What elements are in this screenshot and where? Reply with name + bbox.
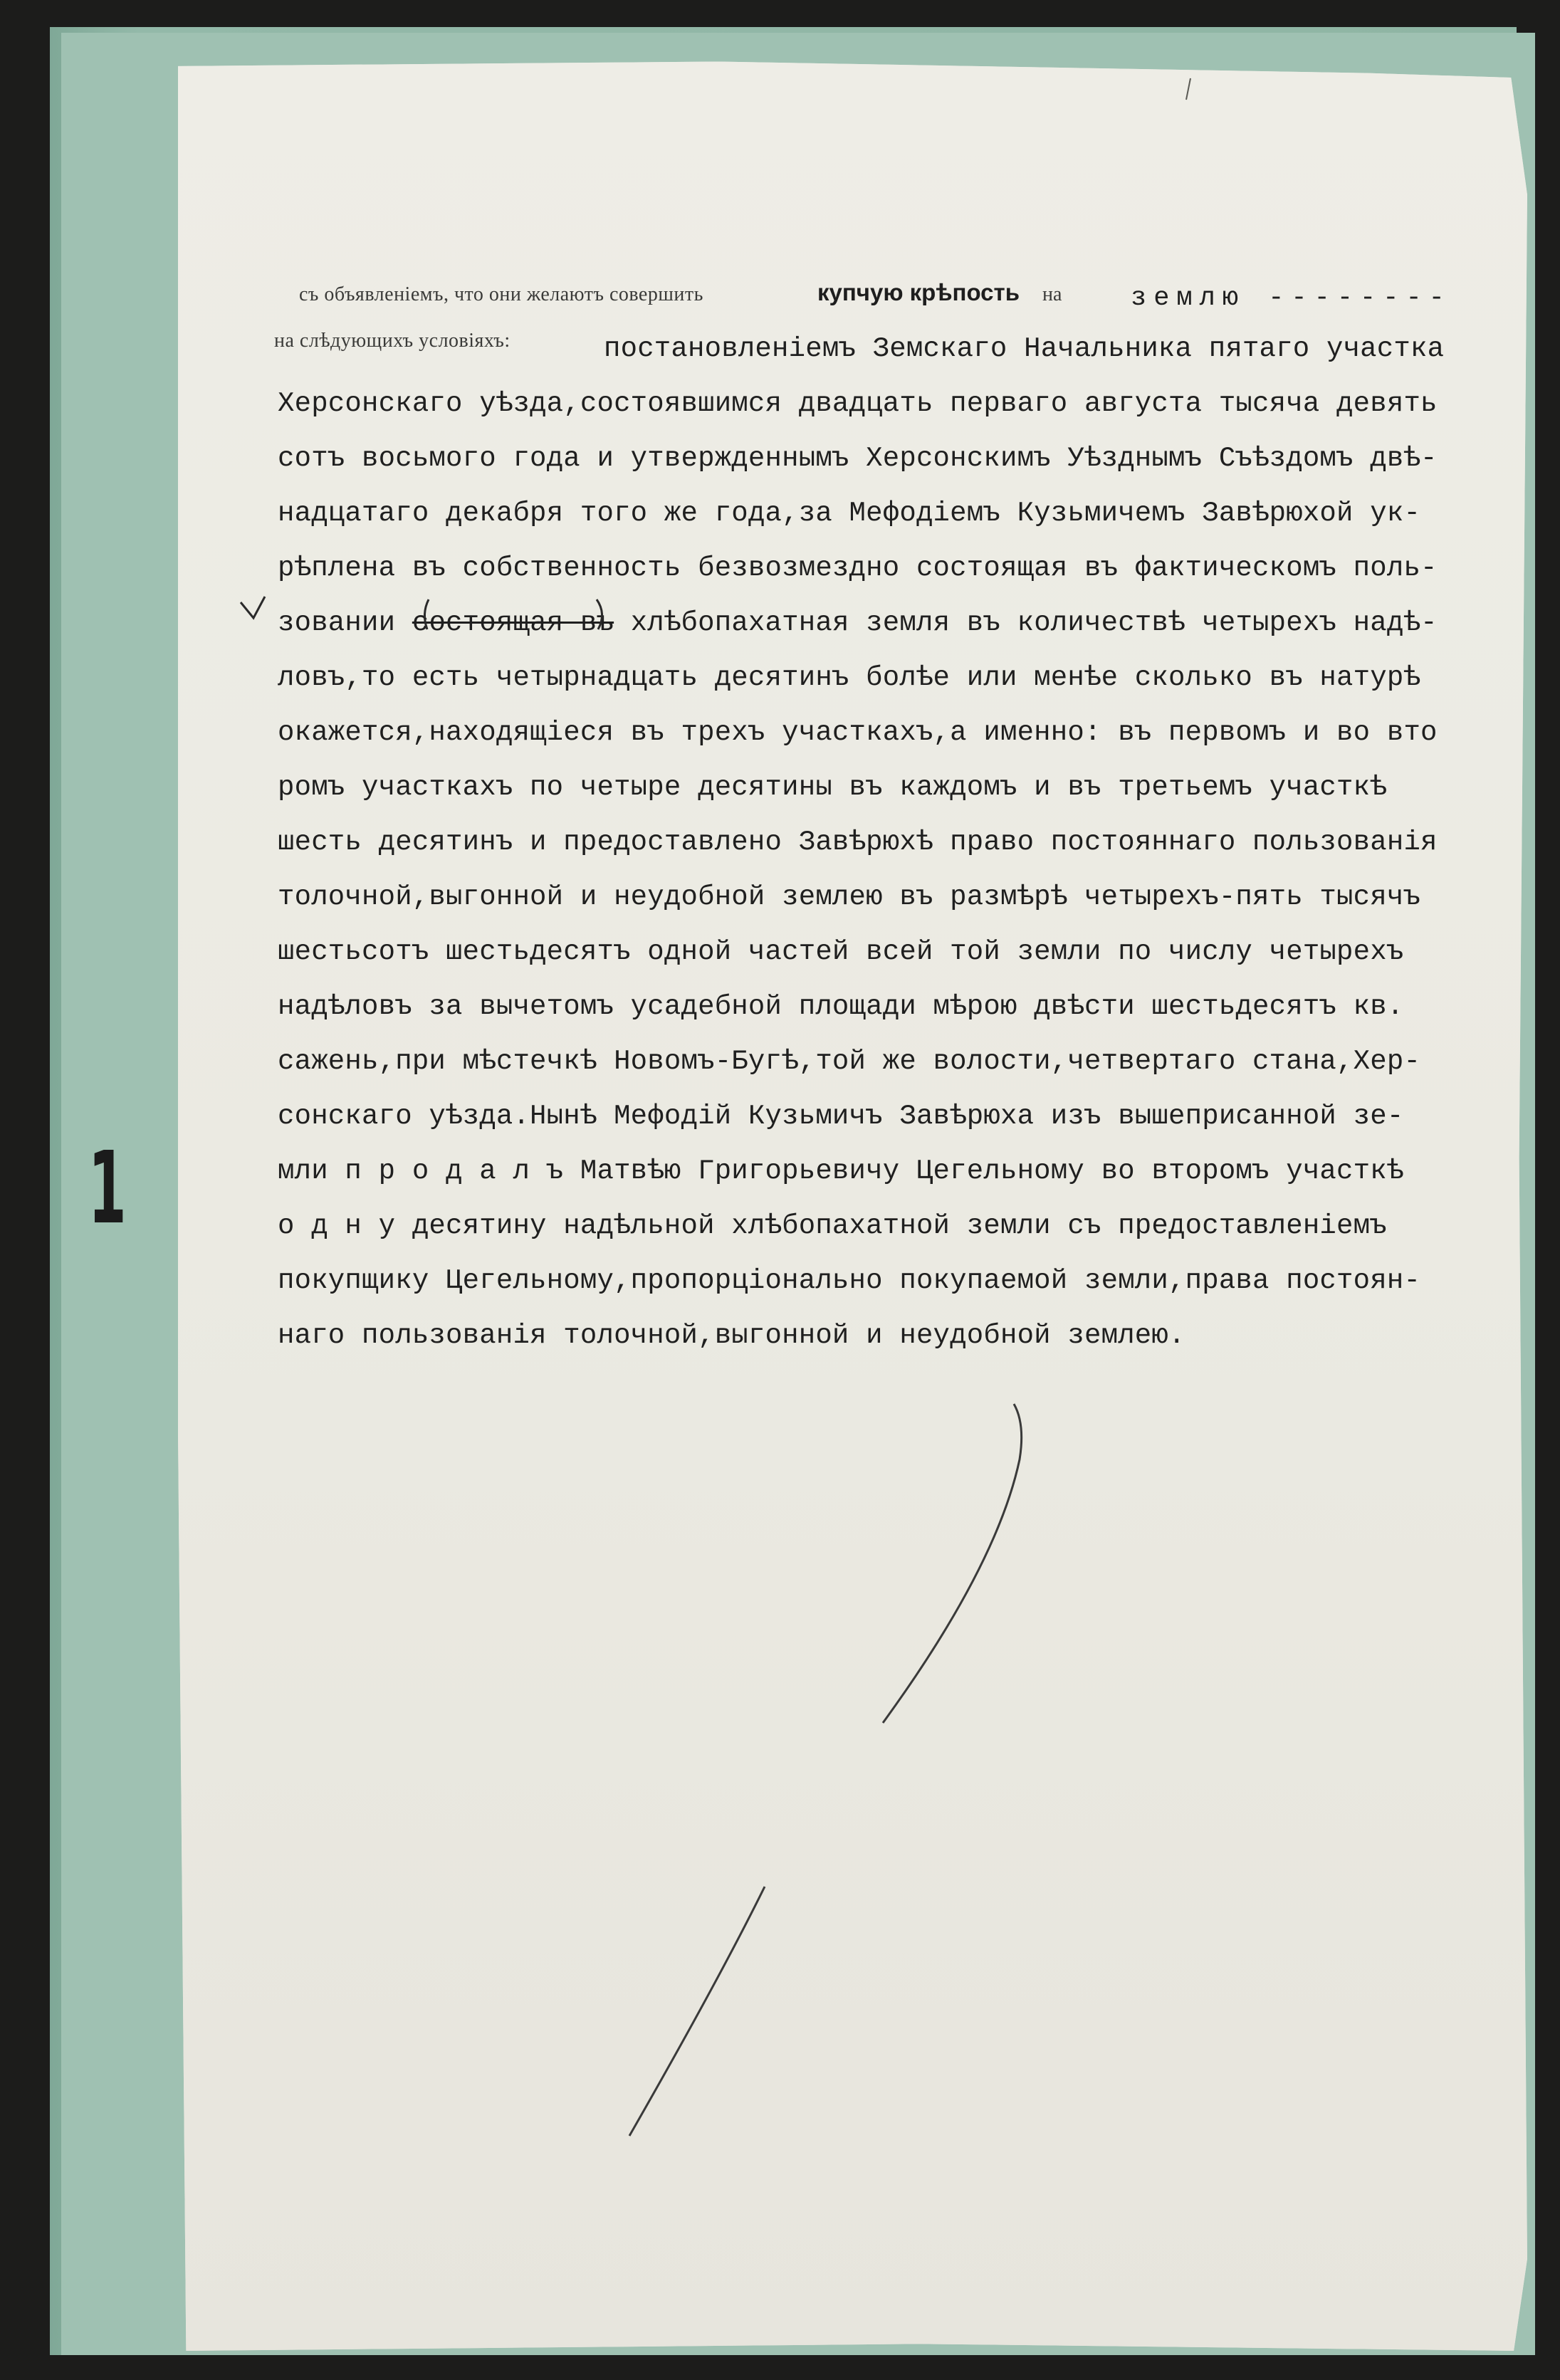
typed-line-5 xyxy=(278,607,1438,639)
typed-line-5-end: хлѣбопахатная земля въ количествѣ четырехъ надѣ- xyxy=(630,607,1438,639)
struck-text: состоящая въ xyxy=(412,607,614,639)
typed-line-11: шестьсотъ шестьдесятъ одной частей всей той земли по числу четырехъ xyxy=(278,936,1404,968)
typed-line-7: окажется,находящіеся въ трехъ участкахъ,а именно: въ первомъ и во вто xyxy=(278,717,1438,748)
typed-line-17: покупщику Цегельному,пропорціонально покупаемой земли,права постоян- xyxy=(278,1265,1421,1296)
form-preamble: съ объявленіемъ, что они желаютъ совершить xyxy=(299,283,703,305)
typed-line-12: надѣловъ за вычетомъ усадебной площади мѣрою двѣсти шестьдесятъ кв. xyxy=(278,991,1404,1022)
typed-line-16: о д н у десятину надѣльной хлѣбопахатной земли съ предоставленіемъ xyxy=(278,1210,1387,1242)
typed-line-8: ромъ участкахъ по четыре десятины въ каждомъ и въ третьемъ участкѣ xyxy=(278,772,1387,803)
folder-number: 1 xyxy=(88,1131,127,1247)
typed-line-10: толочной,выгонной и неудобной землею въ размѣрѣ четырехъ-пять тысячъ xyxy=(278,881,1421,913)
typed-line-3: надцатаго декабря того же года,за Мефодіемъ Кузьмичемъ Завѣрюхой ук- xyxy=(278,498,1421,529)
typed-line-13: сажень,при мѣстечкѣ Новомъ-Бугѣ,той же волости,четвертаго стана,Хер- xyxy=(278,1046,1421,1077)
form-conditions-label: на слѣдующихъ условіяхъ: xyxy=(274,330,511,352)
typed-line-18: наго пользованія толочной,выгонной и неудобной землею. xyxy=(278,1320,1185,1351)
typed-line-4: рѣплена въ собственность безвозмездно состоящая въ фактическомъ поль- xyxy=(278,552,1438,584)
typed-line-0: постановленіемъ Земскаго Начальника пятаго участка xyxy=(604,333,1445,365)
form-preposition: на xyxy=(1042,283,1062,305)
deed-type: купчую крѣпость xyxy=(817,279,1020,305)
typed-line-1: Херсонскаго уѣзда,состоявшимся двадцать перваго августа тысяча девять xyxy=(278,388,1438,419)
typed-line-15: мли п р о д а л ъ Матвѣю Григорьевичу Цегельному во второмъ участкѣ xyxy=(278,1155,1404,1187)
typed-line-6: ловъ,то есть четырнадцать десятинъ болѣе или менѣе сколько въ натурѣ xyxy=(278,662,1421,693)
typed-line-14: сонскаго уѣзда.Нынѣ Мефодій Кузьмичъ Завѣрюха изъ вышеприсанной зе- xyxy=(278,1101,1404,1132)
typed-line-2: сотъ восьмого года и утвержденнымъ Херсонскимъ Уѣзднымъ Съѣздомъ двѣ- xyxy=(278,443,1438,474)
typed-line-9: шесть десятинъ и предоставлено Завѣрюхѣ право постояннаго пользованія xyxy=(278,827,1438,858)
typed-line-5-start: зовании xyxy=(278,607,396,639)
deed-subject: землю -------- xyxy=(1131,283,1452,313)
